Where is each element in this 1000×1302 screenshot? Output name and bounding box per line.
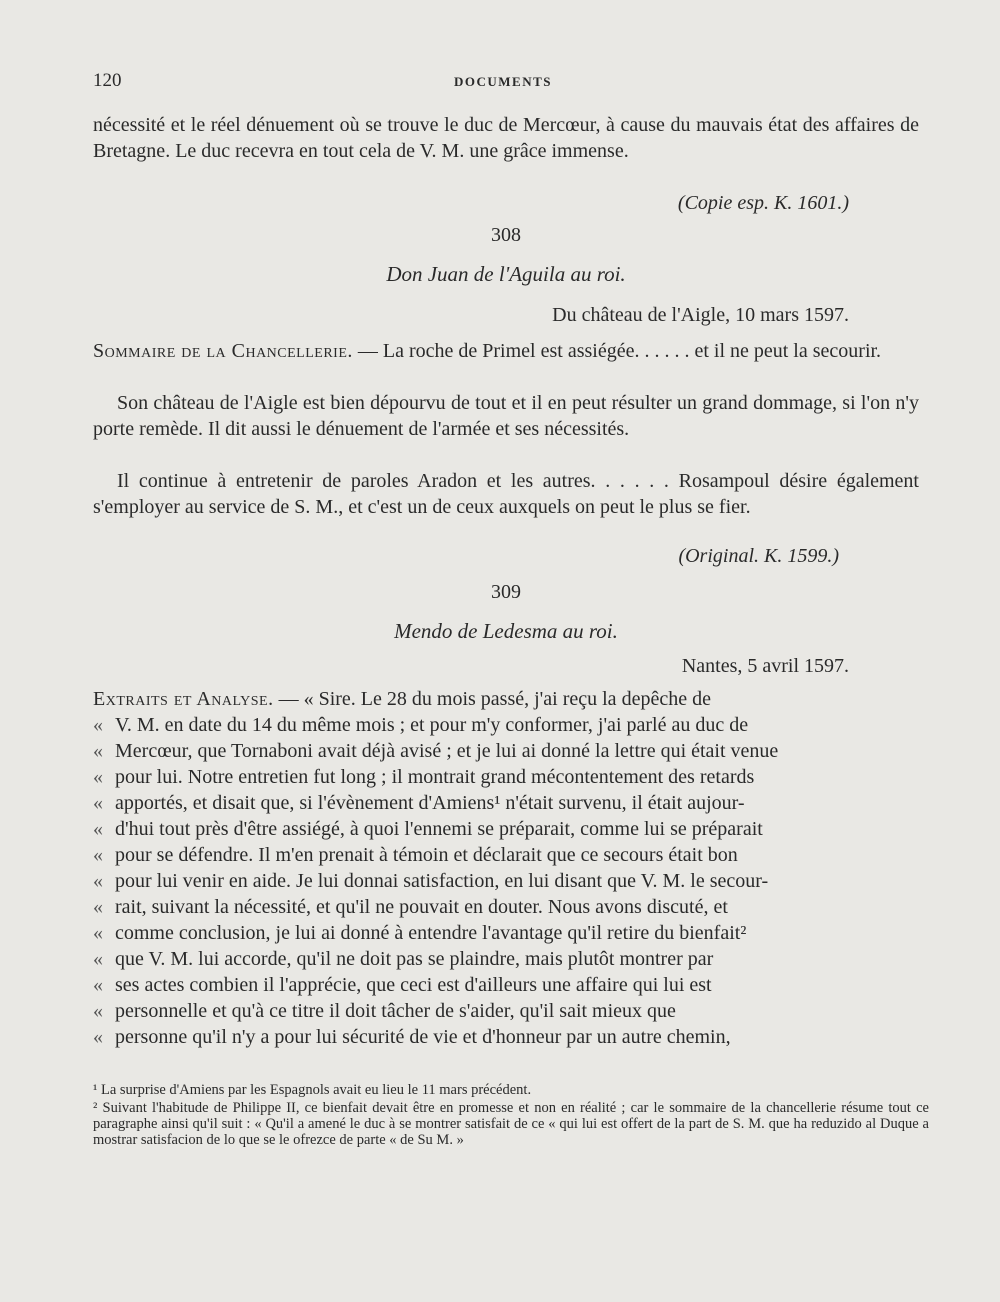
page-header (93, 70, 913, 100)
quote-line: « pour lui. Notre entretien fut long ; il montrait grand mécontentement des retards (93, 764, 919, 790)
doc309-first-line: — « Sire. Le 28 du mois passé, j'ai reçu la depêche de (278, 688, 711, 710)
doc308-label: Sommaire de la Chancellerie. (93, 340, 353, 362)
quote-line: « d'hui tout près d'être assiégé, à quoi l'ennemi se préparait, comme lui se préparait (93, 816, 919, 842)
quote-line: « V. M. en date du 14 du même mois ; et pour m'y conformer, j'ai parlé au duc de (93, 712, 919, 738)
quote-line: « pour se défendre. Il m'en prenait à témoin et déclarait que ce secours était bon (93, 842, 919, 868)
footnote-1: ¹ La surprise d'Amiens par les Espagnols avait eu lieu le 11 mars précédent. (93, 1082, 532, 1098)
doc308-place-date: Du château de l'Aigle, 10 mars 1597. (552, 304, 849, 326)
doc309-place-date: Nantes, 5 avril 1597. (681, 655, 849, 677)
doc308-source: (Original. K. 1599.) (678, 545, 839, 567)
doc308-para2: Son château de l'Aigle est bien dépourvu de tout et il en peut résulter un grand dommage, si l'on n'y porte remède. Il dit aussi le dénuement de l'armée et ses nécessités. (93, 392, 919, 440)
quote-line: « comme conclusion, je lui ai donné à entendre l'avantage qu'il retire du bienfait² (93, 920, 919, 946)
quote-line: « Mercœur, que Tornaboni avait déjà avisé ; et je lui ai donné la lettre qui était venue (93, 738, 919, 764)
quote-line: « personnelle et qu'à ce titre il doit tâcher de s'aider, qu'il sait mieux que (93, 998, 919, 1024)
doc309-number: 309 (491, 581, 521, 603)
footnote-2: ² Suivant l'habitude de Philippe II, ce bienfait devait être en promesse et non en réalité ; car le sommaire de la chancellerie résume tout ce paragraphe ainsi qu'il suit : « Qu'il a amené le duc à se montrer satisfait de ce « qui lui est offert de la part de S. M. que ha reduzido al Duque a mostrar satisfacion de lo que se le ofrezce de parte « de Su M. » (93, 1100, 929, 1148)
doc308-para3: Il continue à entretenir de paroles Aradon et les autres. . . . . . Rosampoul désire également s'employer au service de S. M., et c'est un de ceux auxquels on peut le plus se fier. (93, 470, 919, 518)
quote-line: « que V. M. lui accorde, qu'il ne doit pas se plaindre, mais plutôt montrer par (93, 946, 919, 972)
doc309-extract (93, 686, 919, 712)
quote-line: « personne qu'il n'y a pour lui sécurité de vie et d'honneur par un autre chemin, (93, 1024, 919, 1050)
quote-line: « ses actes combien il l'apprécie, que ceci est d'ailleurs une affaire qui lui est (93, 972, 919, 998)
quote-line: « rait, suivant la nécessité, et qu'il ne pouvait en douter. Nous avons discuté, et (93, 894, 919, 920)
doc309-title: Mendo de Ledesma au roi. (394, 619, 618, 643)
doc309-quote (93, 712, 919, 1050)
running-title: DOCUMENTS (453, 74, 552, 89)
continuation-source: (Copie esp. K. 1601.) (677, 192, 849, 214)
continuation-paragraph: nécessité et le réel dénuement où se trouve le duc de Mercœur, à cause du mauvais état des affaires de Bretagne. Le duc recevra en tout cela de V. M. une grâce immense. (93, 114, 919, 162)
quote-line: « apportés, et disait que, si l'évènement d'Amiens¹ n'était survenu, il était aujour- (93, 790, 919, 816)
doc308-title: Don Juan de l'Aguila au roi. (386, 262, 626, 286)
doc308-number: 308 (491, 224, 521, 246)
doc309-label: Extraits et Analyse. (93, 688, 274, 710)
doc308-para1: — La roche de Primel est assiégée. . . . . . et il ne peut la secourir. (357, 340, 882, 362)
quote-line: « pour lui venir en aide. Je lui donnai satisfaction, en lui disant que V. M. le secour- (93, 868, 919, 894)
page-number: 120 (93, 70, 122, 91)
doc308-summary (93, 338, 919, 364)
